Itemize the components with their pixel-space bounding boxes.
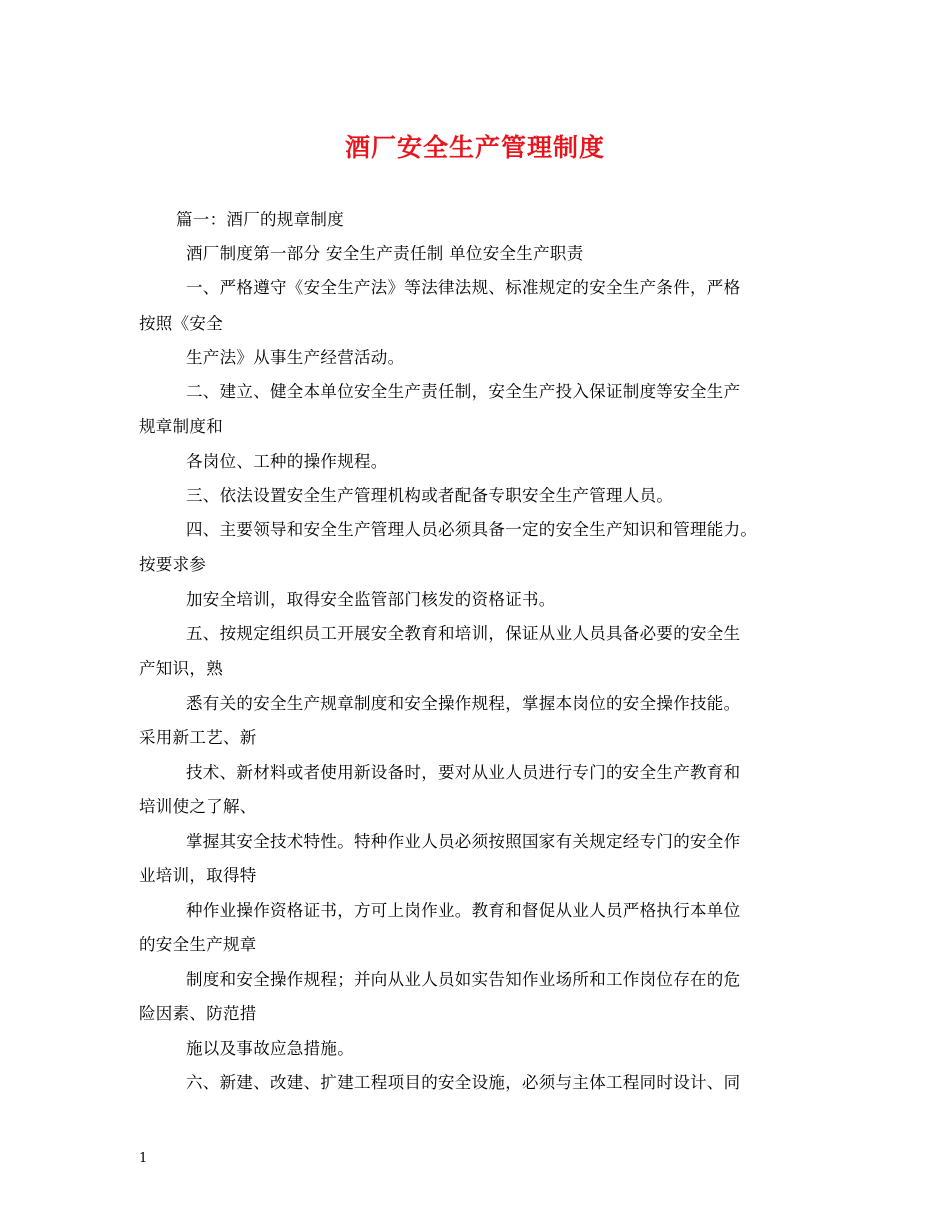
body-line: 篇一：酒厂的规章制度 (176, 210, 344, 229)
body-line: 按照《安全 (139, 314, 223, 333)
body-line: 六、新建、改建、扩建工程项目的安全设施，必须与主体工程同时设计、同 (186, 1073, 741, 1092)
document-title: 酒厂安全生产管理制度 (344, 133, 605, 162)
body-line: 采用新工艺、新 (139, 728, 257, 747)
body-line: 技术、新材料或者使用新设备时，要对从业人员进行专门的安全生产教育和 (186, 763, 741, 782)
body-line: 悉有关的安全生产规章制度和安全操作规程，掌握本岗位的安全操作技能。 (186, 694, 741, 713)
body-line: 险因素、防范措 (139, 1004, 257, 1023)
body-line: 加安全培训，取得安全监管部门核发的资格证书。 (186, 590, 556, 609)
body-line: 的安全生产规章 (139, 935, 257, 954)
body-line: 二、建立、健全本单位安全生产责任制，安全生产投入保证制度等安全生产 (186, 382, 741, 401)
body-line: 按要求参 (139, 555, 207, 574)
body-line: 酒厂制度第一部分 安全生产责任制 单位安全生产职责 (186, 244, 584, 263)
body-line: 产知识，熟 (139, 659, 223, 678)
body-line: 各岗位、工种的操作规程。 (186, 452, 388, 471)
page-number: 1 (139, 1151, 148, 1166)
body-line: 业培训，取得特 (139, 866, 257, 885)
body-line: 三、依法设置安全生产管理机构或者配备专职安全生产管理人员。 (186, 486, 674, 505)
body-line: 施以及事故应急措施。 (186, 1039, 354, 1058)
body-line: 制度和安全操作规程；并向从业人员如实告知作业场所和工作岗位存在的危 (186, 970, 741, 989)
body-line: 种作业操作资格证书，方可上岗作业。教育和督促从业人员严格执行本单位 (186, 901, 741, 920)
body-line: 培训使之了解、 (139, 797, 257, 816)
body-line: 规章制度和 (139, 417, 223, 436)
body-line: 掌握其安全技术特性。特种作业人员必须按照国家有关规定经专门的安全作 (186, 832, 741, 851)
body-line: 一、严格遵守《安全生产法》等法律法规、标准规定的安全生产条件，严格 (186, 278, 741, 297)
body-line: 五、按规定组织员工开展安全教育和培训，保证从业人员具备必要的安全生 (186, 624, 741, 643)
body-line: 四、主要领导和安全生产管理人员必须具备一定的安全生产知识和管理能力。 (186, 520, 758, 539)
body-line: 生产法》从事生产经营活动。 (186, 348, 405, 367)
